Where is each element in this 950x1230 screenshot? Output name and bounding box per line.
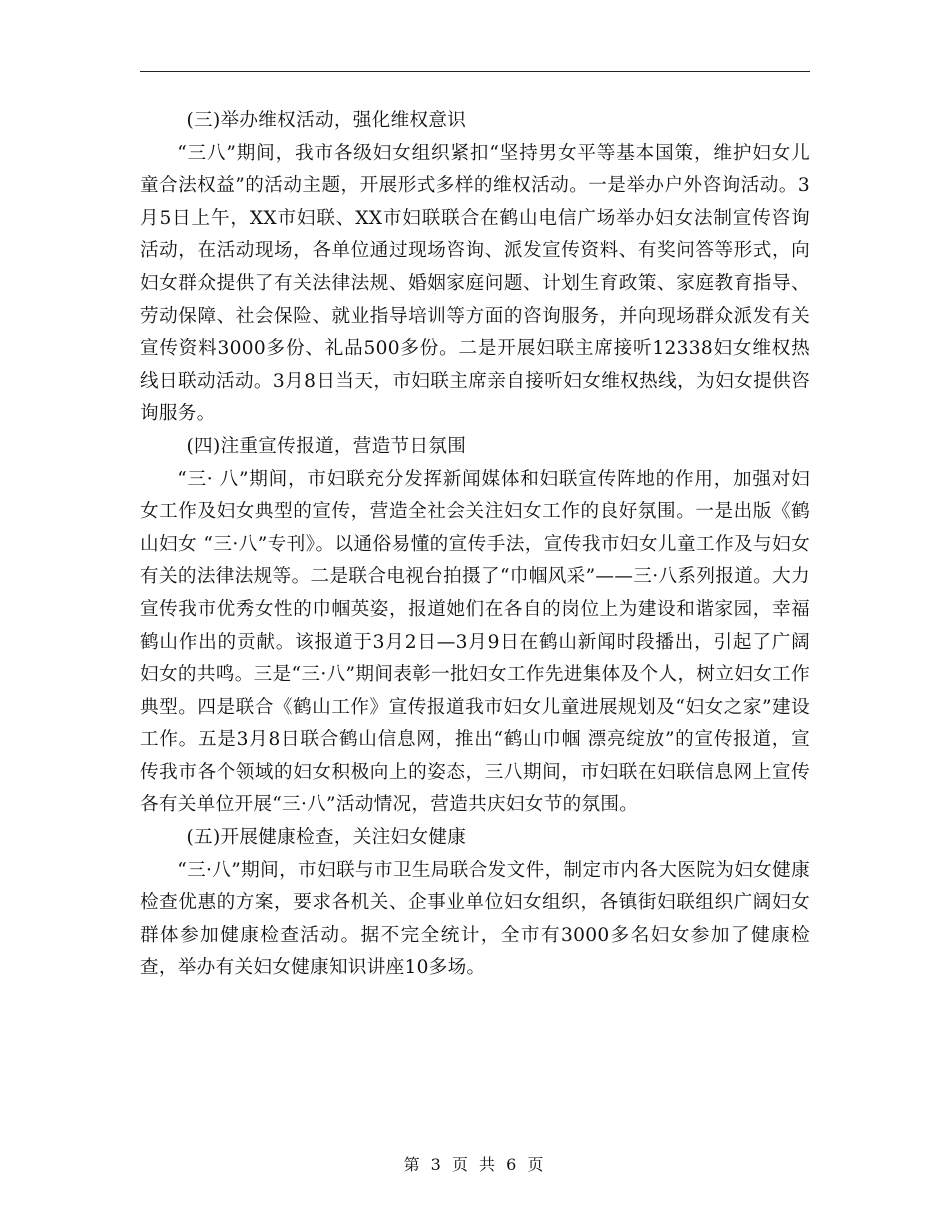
section-body-4: “三· 八”期间，市妇联充分发挥新闻媒体和妇联宣传阵地的作用，加强对妇女工作及妇女典型的宣传，营造全社会关注妇女工作的良好氛围。一是出版《鹤山妇女 “三·八”专刊》。以通俗易懂的宣传手法，宣传我市妇女儿童工作及与妇女有关的法律法规等。二是联合电视台拍摄了“巾帼风采”——三·八系列报道。大力宣传我市优秀女性的巾帼英姿，报道她们在各自的岗位上为建设和谐家园，幸福鹤山作出的贡献。该报道于3月2日—3月9日在鹤山新闻时段播出，引起了广阔妇女的共鸣。三是“三·八”期间表彰一批妇女工作先进集体及个人，树立妇女工作典型。四是联合《鹤山工作》宣传报道我市妇女儿童进展规划及“妇女之家”建设工作。五是3月8日联合鹤山信息网，推出“鹤山巾帼 漂亮绽放”的宣传报道，宣传我市各个领域的妇女积极向上的姿态，三八期间，市妇联在妇联信息网上宣传各有关单位开展“三·八”活动情况，营造共庆妇女节的氛围。	[140, 468, 810, 816]
section-body-5: “三·八”期间，市妇联与市卫生局联合发文件，制定市内各大医院为妇女健康检查优惠的方案，要求各机关、企事业单位妇女组织，各镇街妇联组织广阔妇女群体参加健康检查活动。据不完全统计，全市有3000多名妇女参加了健康检查，举办有关妇女健康知识讲座10多场。	[140, 859, 810, 979]
header-rule	[140, 71, 810, 72]
section-body-3: “三八”期间，我市各级妇女组织紧扣“坚持男女平等基本国策，维护妇女儿童合法权益”的活动主题，开展形式多样的维权活动。一是举办户外咨询活动。3月5日上午，XX市妇联、XX市妇联联合在鹤山电信广场举办妇女法制宣传咨询活动，在活动现场，各单位通过现场咨询、派发宣传资料、有奖问答等形式，向妇女群众提供了有关法律法规、婚姻家庭问题、计划生育政策、家庭教育指导、劳动保障、社会保险、就业指导培训等方面的咨询服务，并向现场群众派发有关宣传资料3000多份、礼品500多份。二是开展妇联主席接听12338妇女维权热线日联动活动。3月8日当天，市妇联主席亲自接听妇女维权热线，为妇女提供咨询服务。	[140, 142, 810, 425]
section-heading-5: (五)开展健康检查，关注妇女健康	[186, 827, 467, 849]
section-heading-4: (四)注重宣传报道，营造节日氛围	[186, 435, 467, 457]
section-heading-3: (三)举办维权活动，强化维权意识	[186, 110, 467, 131]
page-number: 第 3 页 共 6 页	[403, 1155, 547, 1174]
document-body	[140, 105, 810, 985]
